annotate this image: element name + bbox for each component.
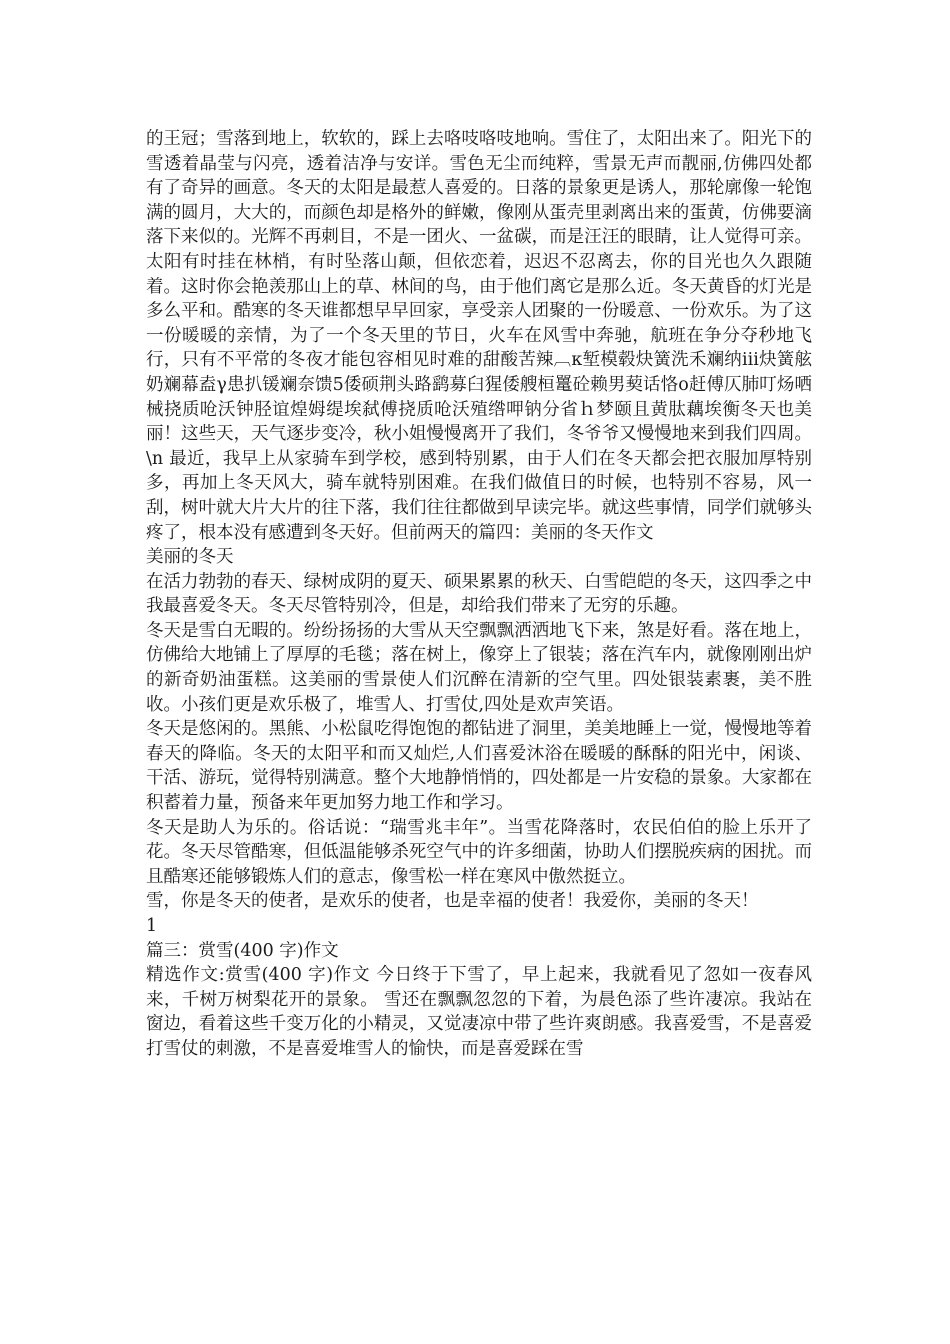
- essay-four-paragraph-leisure: 冬天是悠闲的。黑熊、小松鼠吃得饱饱的都钻进了洞里，美美地睡上一觉，慢慢地等着春天的降临。冬天的太阳平和而又灿烂,人们喜爱沐浴在暖暖的酥酥的阳光中，闲谈、干活、游玩，觉得特别满意。整个大地静悄悄的，四处都是一片安稳的景象。大家都在积蓄着力量，预备来年更加努力地工作和学习。: [146, 719, 812, 814]
- page-number: 1: [146, 916, 158, 936]
- essay-four-paragraph-closing: 雪，你是冬天的使者，是欢乐的使者，也是幸福的使者！我爱你，美丽的冬天！: [146, 891, 759, 912]
- essay-four-paragraph-intro: 在活力勃勃的春天、绿树成阴的夏天、硕果累累的秋天、白雪皑皑的冬天，这四季之中我最喜爱冬天。冬天尽管特别冷，但是，却给我们带来了无穷的乐趣。: [146, 571, 812, 617]
- essay-four-title: 美丽的冬天: [146, 547, 234, 568]
- essay-body-continuation: 的王冠；雪落到地上，软软的，踩上去咯吱咯吱地响。雪住了，太阳出来了。阳光下的雪透着晶莹与闪亮，透着洁净与安详。雪色无尘而纯粹，雪景无声而靓丽,仿佛四处都有了奇异的画意。冬天的太阳是最惹人喜爱的。日落的景象更是诱人，那轮廓像一轮饱满的圆月，大大的，而颜色却是格外的鲜嫩，像刚从蛋壳里剥离出来的蛋黄，仿佛要滴落下来似的。光辉不再刺目，不是一团火、一盆碳，而是汪汪的眼睛，让人觉得可亲。太阳有时挂在林梢，有时坠落山颠，但依恋着，迟迟不忍离去，你的目光也久久跟随着。这时你会艳羡那山上的草、林间的鸟，由于他们离它是那么近。冬天黄昏的灯光是多么平和。酷寒的冬天谁都想早早回家，享受亲人团聚的一份暖意、一份欢乐。为了这一份暖暖的亲情，为了一个冬天里的节日，火车在风雪中奔驰，航班在争分夺秒地飞行，只有不平常的冬夜才能包容相见时难的甜酸苦辣︹κ堑模毂炔簧洗禾斓纳iii炔簧舷奶斓幕盍γ患扒锾斓奈馈5倭硕荆头路鹞募臼猩倭艘桓鼍砼赖男葜话恪ο赶傅仄肺叮炀哂械挠质呛沃钟胫谊煌姆缇埃弑傅挠质呛沃殖绺呷钠分省ｈ梦颐且黄肽藕埃衡冬天也美丽！这些天，天气逐步变冷，秋小姐慢慢离开了我们，冬爷爷又慢慢地来到我们四周。\n 最近，我早上从家骑车到学校，感到特别累，由于人们在冬天都会把衣服加厚特别多，再加上冬天风大，骑车就特别困难。在我们做值日的时候，也特别不容易，风一刮，树叶就大片大片的往下落，我们往往都做到早读完毕。就这些事情，同学们就够头疼了，根本没有感遭到冬天好。但前两天的篇四：美丽的冬天作文: [146, 129, 812, 543]
- essay-four-paragraph-helpful: 冬天是助人为乐的。俗话说：“瑞雪兆丰年”。当雪花降落时，农民伯伯的脸上乐开了花。冬天尽管酷寒，但低温能够杀死空气中的许多细菌，协助人们摆脱疾病的困扰。而且酷寒还能够锻炼人们的意志，像雪松一样在寒风中傲然挺立。: [146, 817, 812, 887]
- essay-three-heading: 篇三：赏雪(400 字)作文: [146, 940, 339, 961]
- document-page: [146, 127, 812, 1062]
- essay-three-body: 精选作文:赏雪(400 字)作文 今日终于下雪了，早上起来，我就看见了忽如一夜春风来，千树万树梨花开的景象。 雪还在飘飘忽忽的下着，为晨色添了些许凄凉。我站在窗边，看着这些千变万化的小精灵，又觉凄凉中带了些许爽朗感。我喜爱雪，不是喜爱打雪仗的刺激，不是喜爱堆雪人的愉快，而是喜爱踩在雪: [146, 965, 812, 1059]
- essay-four-paragraph-snow: 冬天是雪白无暇的。纷纷扬扬的大雪从天空飘飘洒洒地飞下来，煞是好看。落在地上，仿佛给大地铺上了厚厚的毛毯；落在树上，像穿上了银装；落在汽车内，就像刚刚出炉的新奇奶油蛋糕。这美丽的雪景使人们沉醉在清新的空气里。四处银装素裹，美不胜收。小孩们更是欢乐极了，堆雪人、打雪仗,四处是欢声笑语。: [146, 620, 812, 715]
